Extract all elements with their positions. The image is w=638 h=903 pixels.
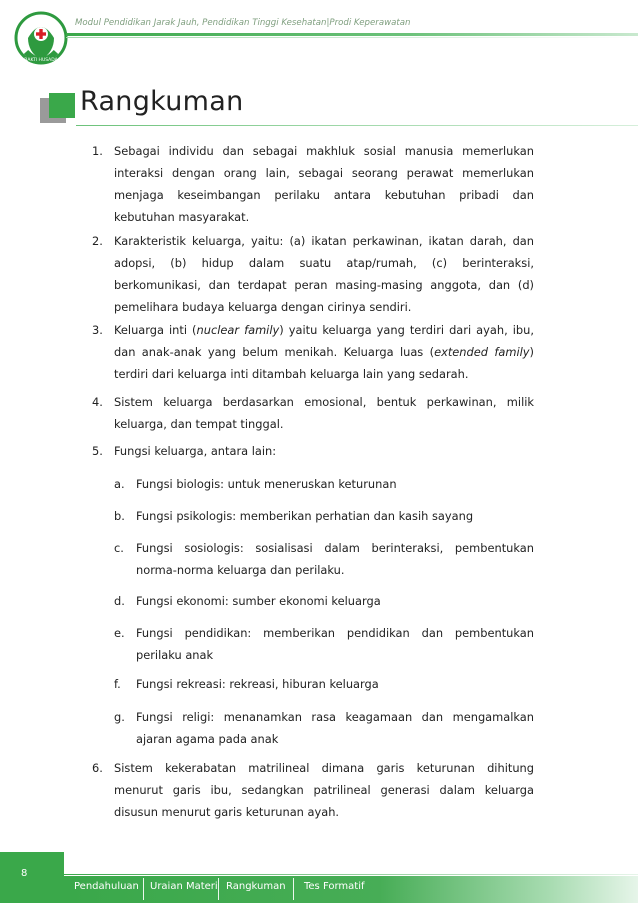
title-squares-icon xyxy=(40,93,76,123)
bakti-husada-logo xyxy=(14,8,68,74)
sub-item-a xyxy=(114,473,534,495)
green-square xyxy=(49,93,75,118)
sub-text: Fungsi ekonomi: sumber ekonomi keluarga xyxy=(136,594,381,608)
sub-text: Fungsi sosiologis: sosialisasi dalam berinteraksi, pembentukan norma-norma keluarga dan perilaku. xyxy=(136,541,534,577)
sub-text: Fungsi religi: menanamkan rasa keagamaan dan mengamalkan ajaran agama pada anak xyxy=(136,710,534,746)
header-rule xyxy=(66,33,638,36)
sub-text: Fungsi biologis: untuk meneruskan keturunan xyxy=(136,477,397,491)
nav-tes-formatif[interactable]: Tes Formatif xyxy=(304,881,365,892)
list-text: Sistem keluarga berdasarkan emosional, bentuk perkawinan, milik keluarga, dan tempat tinggal. xyxy=(114,395,534,431)
list-item-5 xyxy=(92,440,534,462)
sub-item-b xyxy=(114,505,534,527)
nav-separator xyxy=(143,878,144,900)
page-number-box xyxy=(0,852,64,903)
list-item-6 xyxy=(92,757,534,823)
title-rule xyxy=(76,125,638,126)
sub-item-f xyxy=(114,673,534,695)
nav-uraian-materi[interactable]: Uraian Materi xyxy=(150,881,218,892)
sub-letter: b. xyxy=(114,509,125,523)
italic-term: nuclear family xyxy=(196,323,280,337)
text-part: ) yaitu keluarga yang terdiri dari ayah, ibu, dan anak-anak yang belum menikah. Keluarga luas ( xyxy=(114,323,534,359)
sub-letter: c. xyxy=(114,541,124,555)
header-rule-thin xyxy=(66,37,638,38)
sub-item-g xyxy=(114,706,534,750)
list-item-4 xyxy=(92,391,534,435)
nav-pendahuluan[interactable]: Pendahuluan xyxy=(74,881,139,892)
nav-separator xyxy=(293,878,294,900)
sub-letter: f. xyxy=(114,677,121,691)
section-title: Rangkuman xyxy=(80,86,244,117)
page-number: 8 xyxy=(21,868,28,879)
list-number: 2. xyxy=(92,234,103,248)
list-item-3 xyxy=(92,319,534,385)
list-number: 1. xyxy=(92,144,103,158)
sub-text: Fungsi rekreasi: rekreasi, hiburan keluarga xyxy=(136,677,379,691)
nav-rangkuman[interactable]: Rangkuman xyxy=(226,881,286,892)
list-text xyxy=(114,319,534,385)
list-text: Karakteristik keluarga, yaitu: (a) ikatan perkawinan, ikatan darah, dan adopsi, (b) hidup dalam suatu atap/rumah, (c) berinteraksi, berkomunikasi, dan terdapat peran masing-masing anggota, dan (d) pemelihara budaya keluarga dengan cirinya sendiri. xyxy=(114,234,534,314)
list-item-1 xyxy=(92,140,534,228)
sub-item-c xyxy=(114,537,534,581)
italic-term: extended family xyxy=(434,345,530,359)
text-part: Keluarga inti ( xyxy=(114,323,197,337)
sub-text: Fungsi pendidikan: memberikan pendidikan dan pembentukan perilaku anak xyxy=(136,626,534,662)
sub-item-e xyxy=(114,622,534,666)
list-item-2 xyxy=(92,230,534,318)
list-text: Sistem kekerabatan matrilineal dimana garis keturunan dihitung menurut garis ibu, sedangkan patrilineal generasi dalam keluarga disusun menurut garis keturunan ayah. xyxy=(114,761,534,819)
list-number: 3. xyxy=(92,323,103,337)
sub-letter: a. xyxy=(114,477,125,491)
nav-separator xyxy=(218,878,219,900)
text-part: ) terdiri dari keluarga inti ditambah keluarga lain yang sedarah. xyxy=(114,345,534,381)
running-header: Modul Pendidikan Jarak Jauh, Pendidikan Tinggi Kesehatan|Prodi Keperawatan xyxy=(75,18,411,28)
sub-text: Fungsi psikologis: memberikan perhatian dan kasih sayang xyxy=(136,509,474,523)
list-number: 6. xyxy=(92,761,103,775)
sub-letter: d. xyxy=(114,594,125,608)
footer-rule xyxy=(64,874,638,875)
sub-letter: g. xyxy=(114,710,125,724)
sub-letter: e. xyxy=(114,626,125,640)
sub-item-d xyxy=(114,590,534,612)
list-text: Fungsi keluarga, antara lain: xyxy=(114,444,277,458)
list-number: 4. xyxy=(92,395,103,409)
svg-text:BAKTI HUSADA: BAKTI HUSADA xyxy=(24,58,58,63)
list-text: Sebagai individu dan sebagai makhluk sosial manusia memerlukan interaksi dengan orang lain, sebagai seorang perawat memerlukan menjaga keseimbangan perilaku antara kebutuhan pribadi dan kebutuhan masyarakat. xyxy=(114,144,534,224)
list-number: 5. xyxy=(92,444,103,458)
